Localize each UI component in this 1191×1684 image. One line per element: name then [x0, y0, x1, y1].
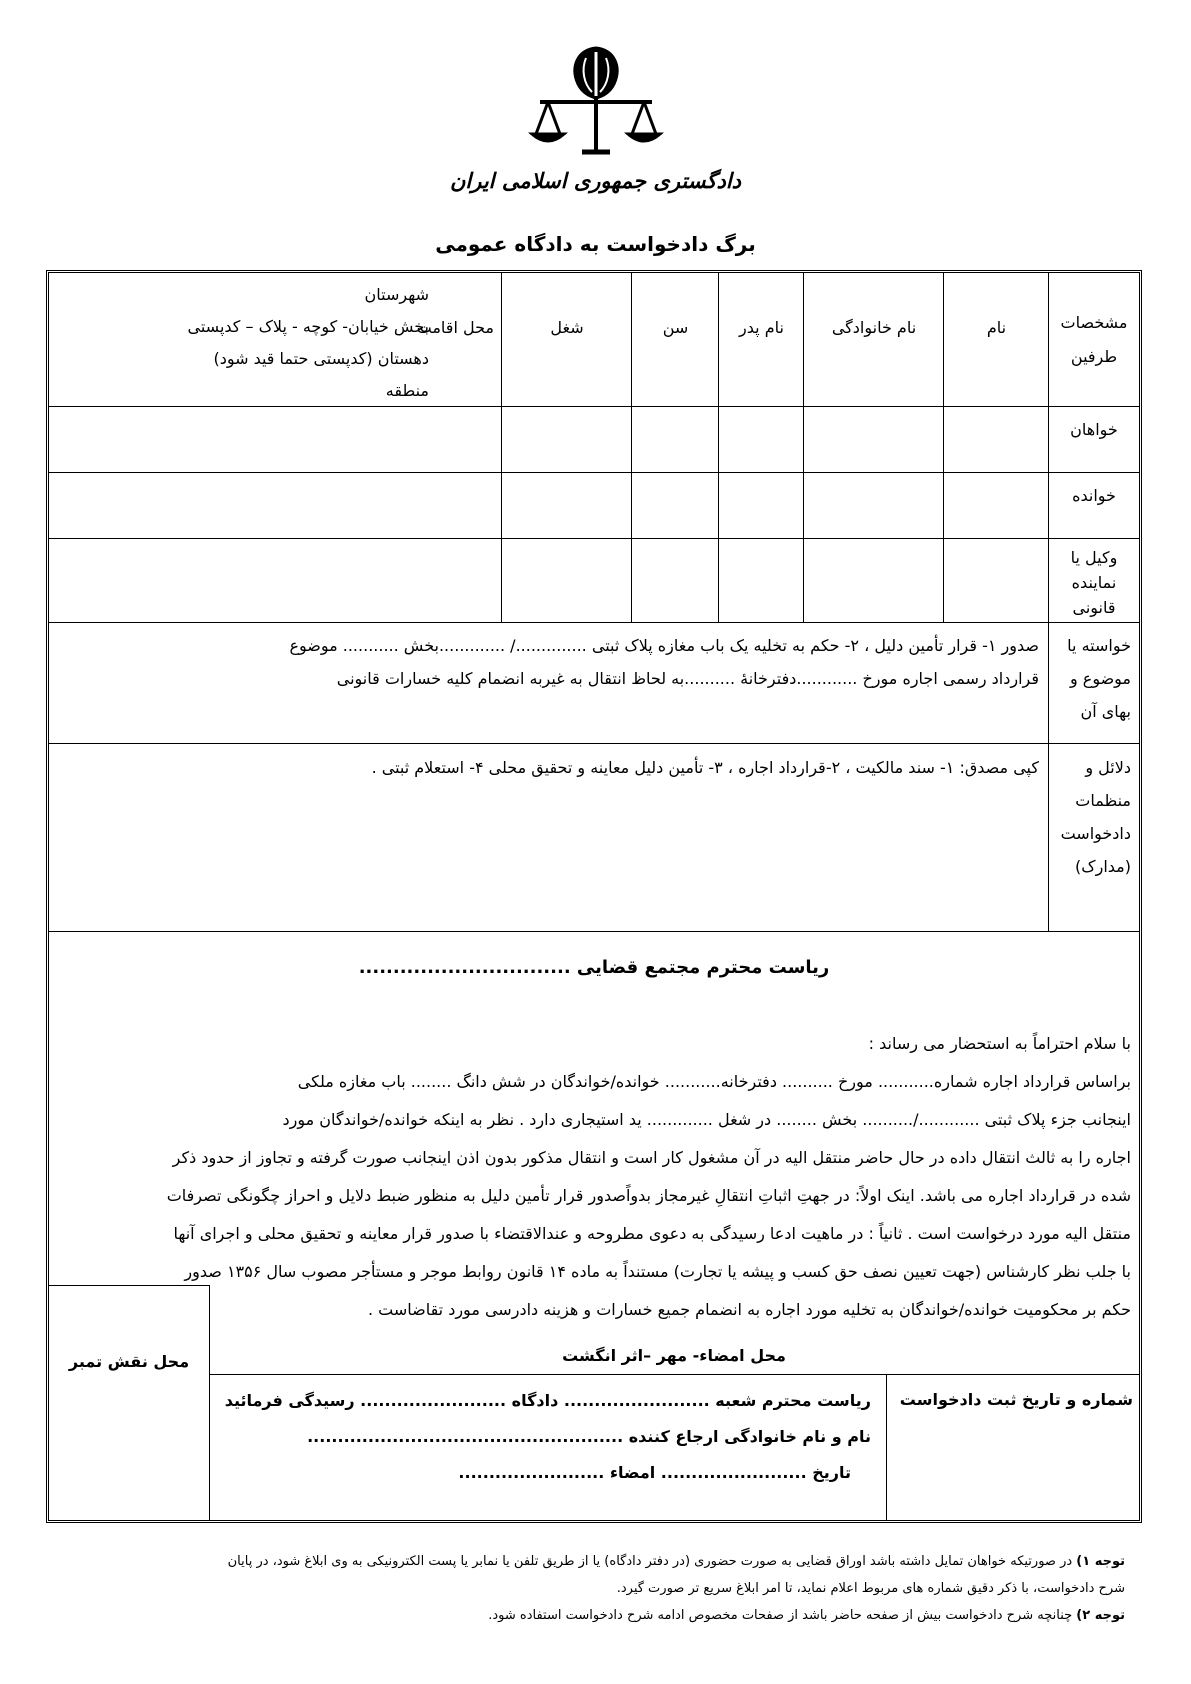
column-address-label: محل اقامت	[416, 318, 494, 337]
stamp-place-label: محل نقش تمبر	[68, 1352, 190, 1371]
row-plaintiff-label: خواهان	[1070, 420, 1118, 439]
column-address-details: شهرستان بخش خیابان- کوچه - پلاک – کدپستی دهستان (کدپستی حتما قید شود) منطقه	[187, 285, 429, 400]
referral-block: ریاست محترم شعبه ........................ دادگاه ........................ رسیدگی فرمائید نام و نام خانوادگی ارجاع کننده .................................................... تاریخ ........................ امضاء ........................	[224, 1391, 871, 1482]
column-age: سن	[662, 318, 689, 337]
note-1: توجه ۱) در صورتیکه خواهان تمایل داشته باشد اوراق قضایی به صورت حضوری (در دفتر دادگاه) یا از طریق تلفن یا نمابر یا پست الکترونیکی به وی ابلاغ شود، در پایان	[227, 1554, 1125, 1569]
column-family: نام خانوادگی	[831, 318, 917, 337]
column-name: نام	[986, 318, 1007, 337]
evidence-label: دلائل و منظمات دادخواست (مدارک)	[1060, 758, 1131, 876]
parties-row-header: مشخصات طرفین	[1060, 313, 1128, 366]
petition-body: با سلام احتراماً به استحضار می رساند : براساس قرارداد اجاره شماره........... مورخ .......... دفترخانه........... خوانده/خواندگان در شش دانگ ........ باب مغازه ملکی اینجانب جزء پلاک ثبتی ............/.......... بخش ........ در شغل ............. ید استیجاری دارد . نظر به اینکه خوانده/خواندگان مورد اجاره را به ثالث انتقال داده در حال حاضر منتقل الیه در آن مشغول کار است و انتقال مذکور بدون اذن اینجانب صورت گرفته و تجاوز از حدود ذکر شده در قرارداد اجاره می باشد. اینک اولاً: در جهتِ اثباتِ انتقالِ غیرمجاز بدواًصدور قرار تأمین دلیل به منظور ضبط دلایل و احراز چگونگی تصرفات منتقل الیه مورد درخواست است . ثانیاً : در ماهیت ادعا رسیدگی به دعوی مطروحه و عندالاقتضاء با صدور قرار معاینه و تحقیق محلی و اجرای آنها با جلب نظر کارشناس (جهت تعیین نصف حق کسب و پیشه یا تجارت) مستنداً به ماده ۱۴ قانون روابط موجر و مستأجر مصوب سال ۱۳۵۶ صدور حکم بر محکومیت خوانده/خواندگان به تخلیه مورد اجاره به انضمام جمیع خسارات و هزینه دادرسی مورد تقاضاست .	[166, 1034, 1131, 1319]
claim-label: خواسته یا موضوع و بهای آن	[1067, 636, 1131, 721]
organization-name: دادگستری جمهوری اسلامی ایران	[449, 168, 742, 193]
column-job: شغل	[550, 318, 584, 337]
claim-text: صدور ۱- قرار تأمین دلیل ، ۲- حکم به تخلیه یک باب مغازه پلاک ثبتی ............../ .............بخش ........... موضوع قرارداد رسمی اجاره مورخ ............دفترخانهٔ ..........به لحاظ انتقال به غیربه انضمام کلیه خسارات قانونی	[289, 636, 1039, 688]
registration-label: شماره و تاریخ ثبت دادخواست	[899, 1390, 1133, 1409]
petition-heading: ریاست محترم مجتمع قضایی ...............................	[358, 957, 830, 978]
petition-form	[46, 270, 1142, 1523]
column-father: نام پدر	[739, 318, 784, 337]
evidence-text: کپی مصدق: ۱- سند مالکیت ، ۲-قرارداد اجاره ، ۳- تأمین دلیل معاینه و تحقیق محلی ۴- استعلام ثبتی .	[371, 758, 1039, 777]
iran-judiciary-emblem-icon	[526, 40, 666, 160]
note-2: توجه ۲) چنانچه شرح دادخواست بیش از صفحه حاضر باشد از صفحات مخصوص ادامه شرح دادخواست استفاده شود.	[488, 1608, 1125, 1623]
footnotes: توجه ۱) در صورتیکه خواهان تمایل داشته باشد اوراق قضایی به صورت حضوری (در دفتر دادگاه) یا از طریق تلفن یا نمابر یا پست الکترونیکی به وی ابلاغ شود، در پایان شرح دادخواست، با ذکر دقیق شماره های مربوط اعلام نماید، تا امر ابلاغ سریع تر صورت گیرد. توجه ۲) چنانچه شرح دادخواست بیش از صفحه حاضر باشد از صفحات مخصوص ادامه شرح دادخواست استفاده شود.	[80, 1548, 1125, 1629]
row-attorney-label: وکیل یا نماینده قانونی	[1070, 548, 1118, 617]
row-defendant-label: خوانده	[1072, 486, 1116, 505]
signature-place-label: محل امضاء- مهر –اثر انگشت	[562, 1346, 786, 1365]
form-title: برگ دادخواست به دادگاه عمومی	[435, 232, 756, 256]
